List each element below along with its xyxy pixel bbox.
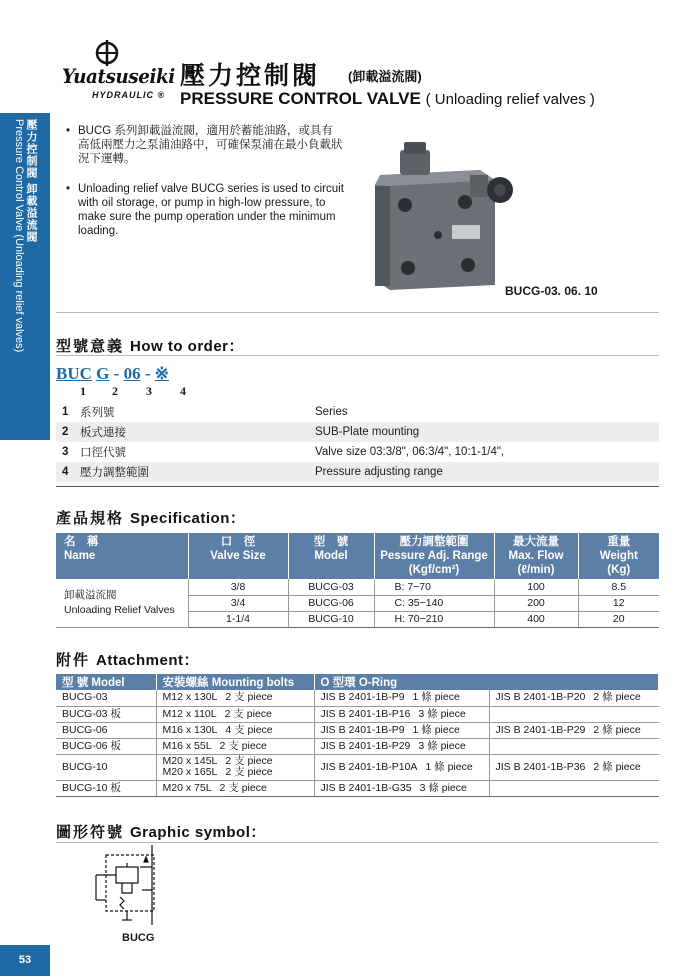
att-oring-2 [489, 690, 659, 706]
page-title-zh: 壓力控制閥 [180, 62, 321, 90]
spec-weight: 12 [578, 595, 659, 611]
col-header-zh: 最大流量 [513, 536, 559, 548]
bolt-qty: 2 支 piece [225, 766, 273, 778]
model-index: 4 [180, 384, 186, 398]
bolt-qty: 2 支 piece [225, 691, 273, 704]
spec-size: 3/4 [188, 595, 288, 611]
oring-qty: 1 條 piece [412, 723, 460, 736]
table-row [56, 579, 659, 595]
col-header-unit: (Kgf/cm²) [408, 564, 460, 576]
symbol-title-zh: 圖形符號 [56, 824, 125, 841]
logo-mark-icon [94, 40, 120, 66]
attachment-heading [56, 649, 199, 670]
spec-weight: 20 [578, 611, 659, 627]
col-header-en: Valve Size [210, 550, 266, 562]
side-section-tab [0, 113, 50, 440]
bolt-qty: 2 支 piece [225, 755, 273, 767]
how-to-order-title-zh: 型號意義 [56, 338, 125, 355]
model-index: 3 [146, 384, 152, 398]
att-model: BUCG-10 [56, 754, 156, 780]
section-divider [56, 486, 659, 487]
side-tab-en: Pressure Control Valve (Unloading relief valves) [13, 119, 25, 353]
bolt-spec: M16 x 55L [162, 739, 212, 752]
spec-size: 3/8 [188, 579, 288, 595]
spec-model: BUCG-10 [288, 611, 374, 627]
spec-weight: 8.5 [578, 579, 659, 595]
oring-spec: JIS B 2401-1B-P29 [495, 723, 586, 736]
att-oring [314, 706, 489, 722]
order-index: 3 [56, 442, 76, 462]
product-photo [360, 140, 520, 295]
bolt-qty: 2 支 piece [219, 739, 267, 752]
oring-spec: JIS B 2401-1B-P29 [320, 739, 411, 752]
page-number: 53 [0, 945, 50, 976]
spec-range: C: 35−140 [374, 595, 494, 611]
page-subtitle-zh: (卸載溢流閥) [348, 69, 422, 84]
oring-spec: JIS B 2401-1B-P10A [320, 760, 418, 773]
table-row [56, 722, 659, 738]
model-code-sep1: - [109, 364, 124, 383]
model-code-part4: ※ [154, 364, 169, 383]
oring-qty: 3 條 piece [418, 707, 466, 720]
order-label-zh: 口徑代號 [76, 442, 311, 462]
how-to-order-title-en: How to order： [130, 338, 245, 355]
oring-qty: 3 條 piece [419, 781, 467, 794]
table-row [56, 422, 659, 442]
order-label-en: SUB-Plate mounting [311, 422, 659, 442]
oring-spec: JIS B 2401-1B-P20 [495, 691, 586, 704]
graphic-symbol-heading [56, 821, 266, 842]
how-to-order-heading [56, 335, 244, 356]
col-header-zh: 重量 [607, 536, 631, 548]
page-title-en [180, 89, 595, 109]
col-header-range [374, 533, 494, 579]
oring-spec: JIS B 2401-1B-P9 [320, 723, 405, 736]
att-oring-2 [489, 754, 659, 780]
how-to-order-table [56, 402, 659, 482]
table-header-row [56, 533, 659, 579]
att-model: BUCG-03 板 [56, 706, 156, 722]
bolt-spec: M20 x 145L [162, 755, 218, 767]
spec-flow: 100 [494, 579, 578, 595]
section-divider [56, 312, 659, 313]
order-label-zh: 壓力調整範圍 [76, 462, 311, 482]
col-header-model: 型 號 Model [56, 674, 156, 690]
table-row [56, 690, 659, 706]
col-header-bolts: 安裝螺絲 Mounting bolts [156, 674, 314, 690]
col-header-zh: 壓力調整範圍 [399, 536, 469, 548]
att-bolts [156, 722, 314, 738]
col-header-en: Weight [599, 550, 638, 562]
att-oring [314, 738, 489, 754]
oring-spec: JIS B 2401-1B-P9 [320, 691, 405, 704]
att-oring-2 [489, 780, 659, 796]
spec-product-name [56, 579, 188, 627]
att-oring [314, 754, 489, 780]
oring-qty: 2 條 piece [593, 723, 641, 736]
spec-flow: 200 [494, 595, 578, 611]
col-header-en: Pessure Adj. Range [380, 550, 488, 562]
product-caption: BUCG-03. 06. 10 [505, 284, 598, 298]
att-oring-2 [489, 738, 659, 754]
model-code-part2: G [96, 364, 110, 383]
specification-table [56, 533, 659, 628]
oring-qty: 2 條 piece [593, 691, 641, 704]
order-label-en: Pressure adjusting range [311, 462, 659, 482]
model-code-part1: BUC [56, 364, 92, 383]
oring-qty: 1 條 piece [425, 760, 473, 773]
table-row [56, 462, 659, 482]
model-code-sep2: - [140, 364, 155, 383]
brand-name: Yuatsuseiki [62, 64, 175, 88]
att-model: BUCG-10 板 [56, 780, 156, 796]
bolt-qty: 2 支 piece [219, 781, 267, 794]
table-row [56, 754, 659, 780]
table-row [56, 738, 659, 754]
table-row [56, 442, 659, 462]
col-header-name [56, 533, 188, 579]
attachment-table [56, 674, 659, 797]
order-index: 1 [56, 402, 76, 422]
spec-name-zh: 卸載溢流閥 [64, 588, 117, 601]
bolt-spec: M20 x 75L [162, 781, 212, 794]
att-oring-2 [489, 706, 659, 722]
symbol-title-en: Graphic symbol： [130, 824, 266, 841]
page-title-en-sub: ( Unloading relief valves ) [425, 91, 595, 108]
brand-logo [62, 40, 175, 110]
oring-spec: JIS B 2401-1B-G35 [320, 781, 412, 794]
att-oring-2 [489, 722, 659, 738]
att-model: BUCG-06 板 [56, 738, 156, 754]
order-label-en: Valve size 03:3/8", 06:3/4", 10:1-1/4", [311, 442, 659, 462]
spec-range: H: 70−210 [374, 611, 494, 627]
col-header-unit: (ℓ/min) [517, 564, 555, 576]
att-bolts [156, 706, 314, 722]
table-header-row [56, 674, 659, 690]
att-bolts [156, 690, 314, 706]
spec-model: BUCG-06 [288, 595, 374, 611]
att-model: BUCG-06 [56, 722, 156, 738]
order-label-en: Series [311, 402, 659, 422]
att-bolts [156, 754, 314, 780]
bolt-spec: M12 x 110L [162, 707, 217, 720]
intro-bullet-en: • Unloading relief valve BUCG series is used to circuit with oil storage, or pump in high-low pressure, to make sure the pump operation under the minimum loading. [66, 182, 344, 238]
col-header-zh: 名 稱 [64, 536, 99, 548]
col-header-en: Max. Flow [508, 550, 564, 562]
oring-spec: JIS B 2401-1B-P36 [495, 760, 586, 773]
col-header-unit: (Kg) [607, 564, 631, 576]
bolt-spec: M20 x 165L [162, 766, 218, 778]
symbol-caption: BUCG [122, 932, 155, 944]
bolt-qty: 2 支 piece [224, 707, 272, 720]
oring-qty: 3 條 piece [418, 739, 466, 752]
order-label-zh: 板式連接 [76, 422, 311, 442]
intro-bullet-zh: • BUCG 系列卸載溢流閥，適用於蓄能油路，或具有高低兩壓力之泵浦油路中，可確保泵浦在最小負載狀況下運轉。 [66, 124, 344, 166]
col-header-oring: O 型環 O-Ring [314, 674, 659, 690]
att-oring [314, 722, 489, 738]
att-bolts [156, 738, 314, 754]
attachment-title-en: Attachment： [96, 652, 200, 669]
hydraulic-symbol-icon [86, 845, 166, 925]
order-index: 4 [56, 462, 76, 482]
bolt-spec: M16 x 130L [162, 723, 218, 736]
spec-flow: 400 [494, 611, 578, 627]
attachment-title-zh: 附件 [56, 652, 91, 669]
oring-spec: JIS B 2401-1B-P16 [320, 707, 411, 720]
oring-qty: 1 條 piece [412, 691, 460, 704]
section-divider [56, 842, 659, 843]
col-header-weight [578, 533, 659, 579]
specification-heading [56, 507, 245, 528]
col-header-flow [494, 533, 578, 579]
col-header-model [288, 533, 374, 579]
att-model: BUCG-03 [56, 690, 156, 706]
spec-size: 1-1/4 [188, 611, 288, 627]
table-row [56, 780, 659, 796]
bolt-qty: 4 支 piece [225, 723, 273, 736]
brand-sub: HYDRAULIC ® [92, 90, 166, 100]
side-tab-text [13, 113, 37, 352]
model-code [56, 364, 169, 384]
oring-qty: 2 條 piece [593, 760, 641, 773]
order-index: 2 [56, 422, 76, 442]
spec-range: B: 7−70 [374, 579, 494, 595]
section-divider [56, 355, 659, 356]
col-header-en: Model [314, 550, 348, 562]
model-code-part3: 06 [123, 364, 141, 383]
model-index: 1 [80, 384, 86, 398]
spec-title-en: Specification： [130, 510, 246, 527]
spec-model: BUCG-03 [288, 579, 374, 595]
spec-title-zh: 產品規格 [56, 510, 125, 527]
att-oring [314, 780, 489, 796]
table-row [56, 402, 659, 422]
spec-name-en: Unloading Relief Valves [64, 603, 175, 616]
page-title-en-main: PRESSURE CONTROL VALVE [180, 89, 421, 108]
intro-bullets [66, 124, 344, 254]
order-label-zh: 系列號 [76, 402, 311, 422]
side-tab-zh: 壓力控制閥 卸載溢流閥 [25, 119, 37, 244]
col-header-size [188, 533, 288, 579]
col-header-zh: 口 徑 [220, 536, 256, 548]
att-oring [314, 690, 489, 706]
table-row [56, 706, 659, 722]
col-header-zh: 型 號 [313, 536, 349, 548]
col-header-en: Name [64, 550, 96, 562]
att-bolts [156, 780, 314, 796]
model-index: 2 [112, 384, 118, 398]
bolt-spec: M12 x 130L [162, 691, 218, 704]
